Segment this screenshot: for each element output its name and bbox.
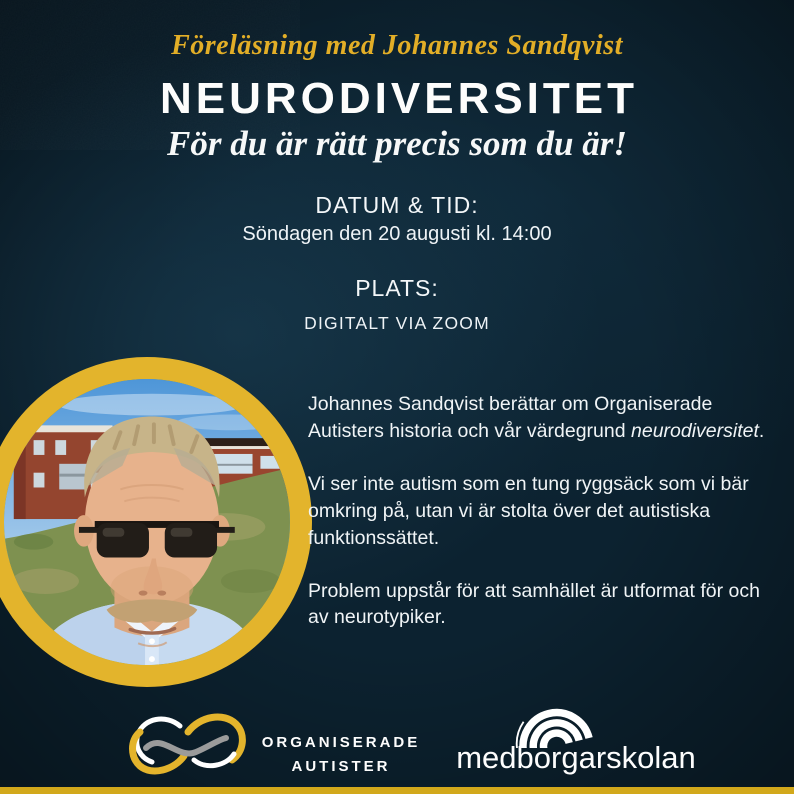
bottom-accent-bar bbox=[0, 787, 794, 794]
page-title: NEURODIVERSITET bbox=[159, 74, 639, 123]
body-paragraph-3: Problem uppstår för att samhället är utformat för och av neurotypiker. bbox=[308, 579, 760, 629]
place-label: PLATS: bbox=[355, 275, 439, 301]
body-paragraph-1 bbox=[308, 391, 776, 445]
org-logo-line1: ORGANISERADE bbox=[261, 734, 421, 751]
portrait-photo-illustration bbox=[4, 379, 290, 665]
place-value: DIGITALT VIA ZOOM bbox=[304, 313, 490, 333]
subtitle-tagline: För du är rätt precis som du är! bbox=[167, 124, 627, 163]
infinity-logo-icon bbox=[126, 710, 250, 778]
body-copy bbox=[308, 391, 776, 657]
medborgarskolan-logo bbox=[446, 692, 706, 784]
p1-text-italic: neurodiversitet bbox=[631, 419, 759, 442]
portrait-photo-circle bbox=[0, 357, 312, 687]
datetime-label: DATUM & TID: bbox=[315, 192, 479, 218]
medborgarskolan-wordmark: medborgarskolan bbox=[456, 740, 696, 775]
org-logo-wordmark bbox=[248, 731, 434, 779]
kicker-title: Föreläsning med Johannes Sandqvist bbox=[171, 30, 623, 61]
org-logo-line2: AUTISTER bbox=[291, 758, 391, 775]
p1-text-end: . bbox=[758, 419, 765, 442]
body-paragraph-2: Vi ser inte autism som en tung ryggsäck som vi bär omkring på, utan vi är stolta över det autistiska funktionssättet. bbox=[308, 472, 749, 549]
p1-text-start: Johannes Sandqvist berättar om Organiserade Autisters historia och vår värdegrund bbox=[308, 393, 713, 442]
datetime-value: Söndagen den 20 augusti kl. 14:00 bbox=[242, 223, 552, 245]
